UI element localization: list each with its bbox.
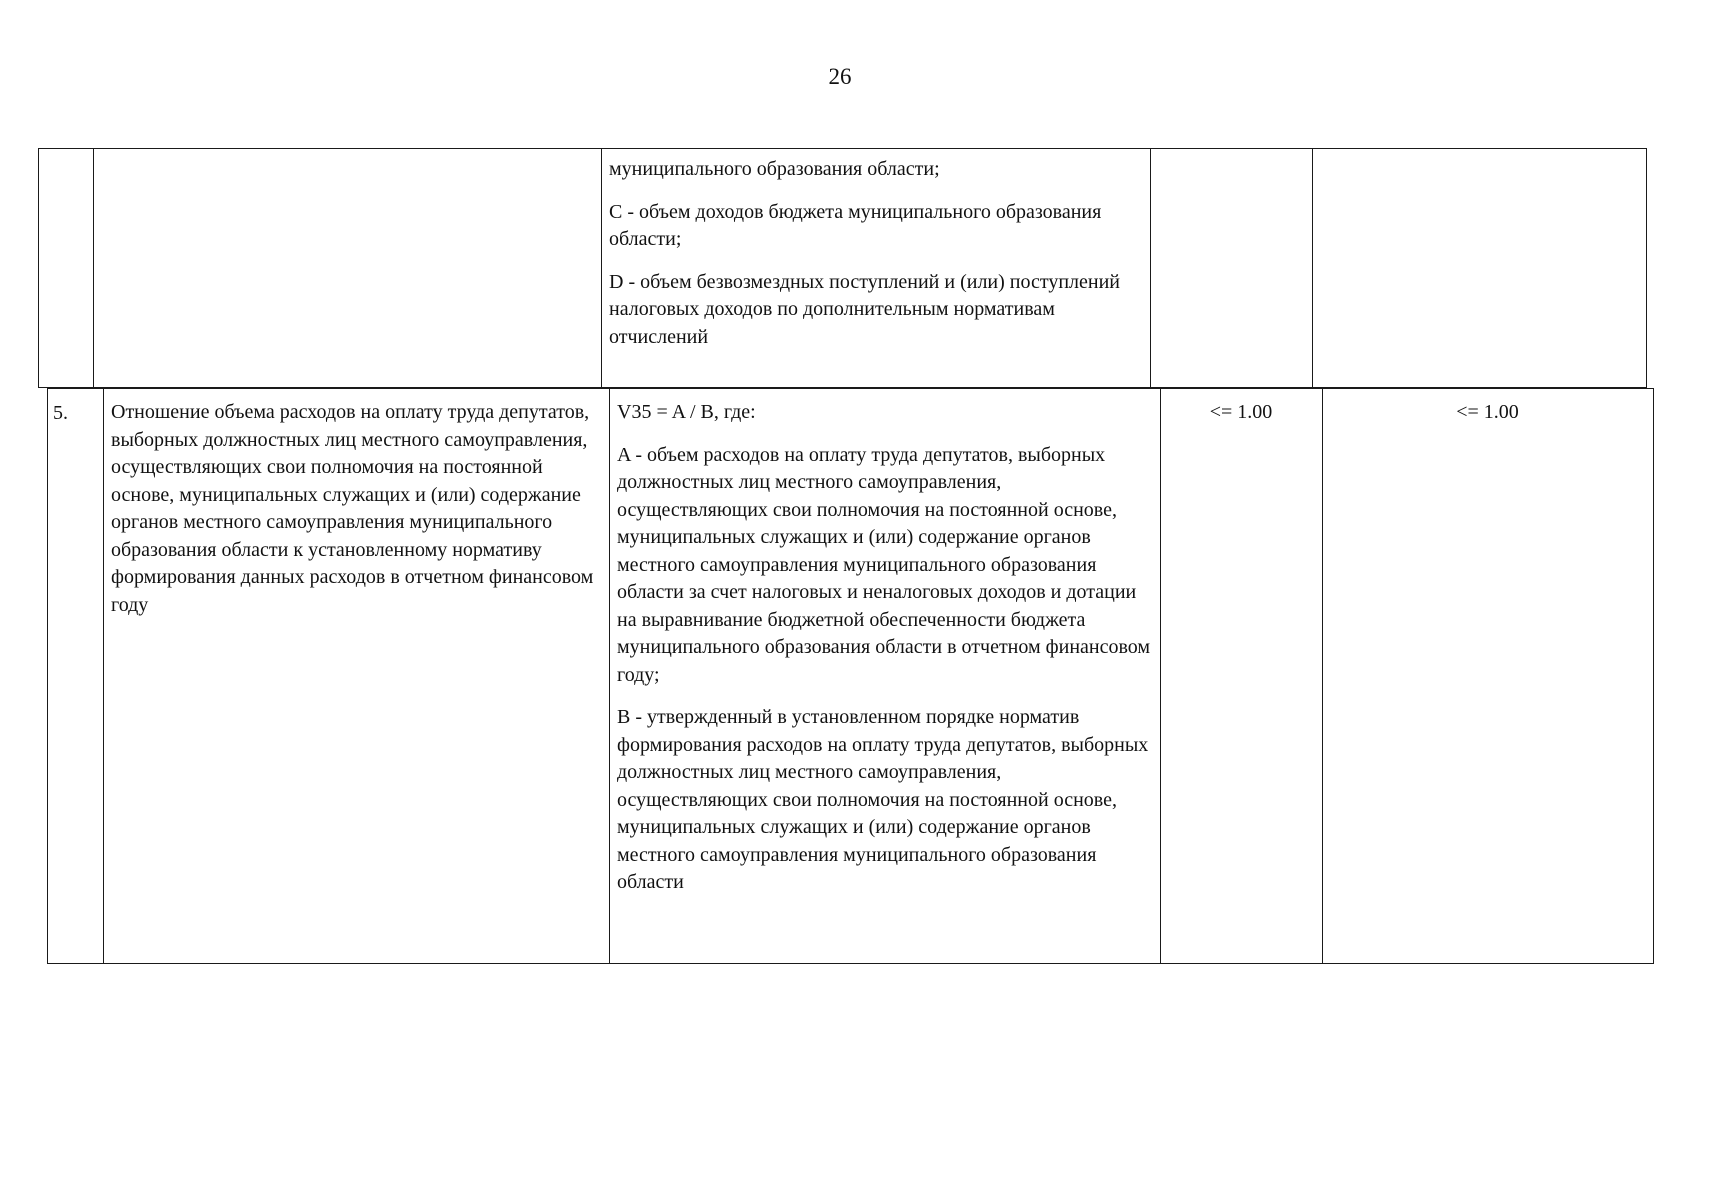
formula-cell (602, 149, 1151, 388)
formula-paragraph: B - утвержденный в установленном порядке норматив формирования расходов на оплату труда депутатов, выборных должностных лиц местного самоуправления, осуществляющих свои полномочия на постоянной основе, муниципальных служащих и (или) содержание органов местного самоуправления муниципального образования области (617, 706, 1149, 893)
table-row-5 (48, 389, 1654, 964)
row-number: 5. (53, 402, 68, 424)
threshold-value: <= 1.00 (1456, 401, 1519, 423)
formula-paragraph: V35 = A / B, где: (617, 401, 756, 423)
formula-paragraph: D - объем безвозмездных поступлений и (или) поступлений налоговых доходов по дополнительным нормативам отчислений (609, 270, 1121, 348)
indicator-cell (104, 389, 610, 964)
threshold-cell-1 (1151, 149, 1313, 388)
indicator-table-row-5-block (47, 388, 1654, 964)
table-row-continued (39, 149, 1647, 388)
indicator-cell (94, 149, 602, 388)
threshold-value: <= 1.00 (1209, 401, 1273, 423)
threshold-cell-1 (1161, 389, 1323, 964)
row-number-cell (48, 389, 104, 964)
number-cell (39, 149, 94, 388)
threshold-cell-2 (1313, 149, 1647, 388)
page-number: 26 (828, 64, 852, 89)
indicator-text: Отношение объема расходов на оплату труда депутатов, выборных должностных лиц местного самоуправления, осуществляющих свои полномочия на постоянной основе, муниципальных служащих и (или) содержание органов местного самоуправления муниципального образования области к установленному нормативу формирования данных расходов в отчетном финансовом году (111, 401, 594, 616)
formula-paragraph: муниципального образования области; (609, 158, 940, 180)
indicator-table-continued-block (38, 148, 1647, 388)
formula-paragraph: A - объем расходов на оплату труда депутатов, выборных должностных лиц местного самоуправления, осуществляющих свои полномочия на постоянной основе, муниципальных служащих и (или) содержание органов местного самоуправления муниципального образования области за счет налоговых и неналоговых доходов и дотации на выравнивание бюджетной обеспеченности бюджета муниципального образования области в отчетном финансовом году; (617, 443, 1151, 686)
formula-paragraph: C - объем доходов бюджета муниципального образования области; (609, 200, 1102, 250)
threshold-cell-2 (1323, 389, 1654, 964)
formula-cell (610, 389, 1161, 964)
